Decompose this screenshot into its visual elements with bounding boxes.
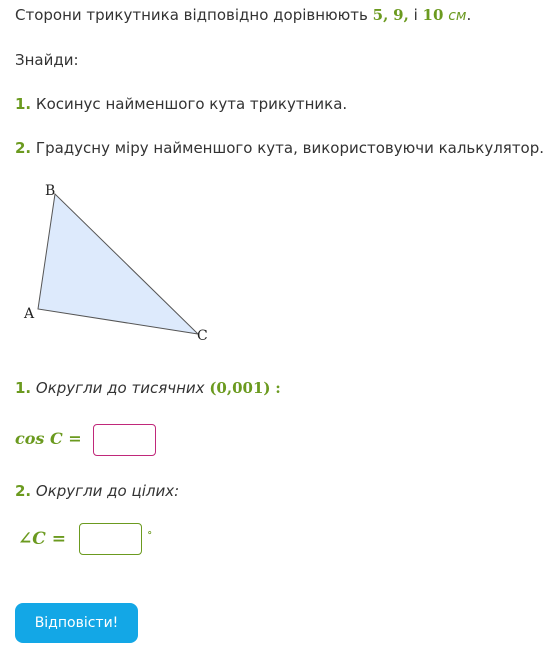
- submit-button[interactable]: Відповісти!: [15, 603, 138, 643]
- side-1: 5: [372, 6, 384, 24]
- side-2: 9: [393, 6, 404, 24]
- cos-c-expression: cos C =: [15, 429, 82, 448]
- angle-c-input[interactable]: [79, 523, 142, 555]
- part-2-instruction-line: [15, 482, 179, 500]
- comma-1: ,: [383, 6, 389, 24]
- find-label: Знайди:: [15, 51, 79, 69]
- task-1-number: 1.: [15, 95, 32, 113]
- degree-symbol: ∘: [147, 526, 153, 539]
- task-1: [15, 95, 347, 113]
- triangle-figure: [15, 178, 225, 348]
- cos-c-input[interactable]: [93, 424, 156, 456]
- precision-value: (0,001): [209, 379, 271, 397]
- intro-text: Сторони трикутника відповідно дорівнюють: [15, 6, 368, 24]
- unit: см: [448, 8, 467, 24]
- period: .: [466, 6, 472, 24]
- task-2: [15, 139, 544, 157]
- part-1-instruction: Округли до тисячних: [35, 379, 205, 397]
- vertex-c-label: C: [197, 328, 208, 344]
- task-2-text: Градусну міру найменшого кута, використовуючи калькулятор.: [35, 139, 545, 157]
- vertex-a-label: A: [24, 306, 35, 322]
- problem-statement: [15, 6, 471, 24]
- angle-c-expression: ∠C =: [18, 529, 66, 549]
- triangle-shape: [38, 194, 198, 334]
- part-1-colon: :: [275, 379, 281, 397]
- task-2-number: 2.: [15, 139, 32, 157]
- conjunction: і: [413, 6, 418, 24]
- part-2-number: 2.: [15, 482, 32, 500]
- task-1-text: Косинус найменшого кута трикутника.: [35, 95, 348, 113]
- side-3: 10: [422, 6, 444, 24]
- part-1-instruction-line: [15, 379, 281, 397]
- part-1-number: 1.: [15, 379, 32, 397]
- part-2-instruction: Округли до цілих:: [35, 482, 180, 500]
- vertex-b-label: B: [45, 183, 56, 199]
- comma-2: ,: [403, 6, 409, 24]
